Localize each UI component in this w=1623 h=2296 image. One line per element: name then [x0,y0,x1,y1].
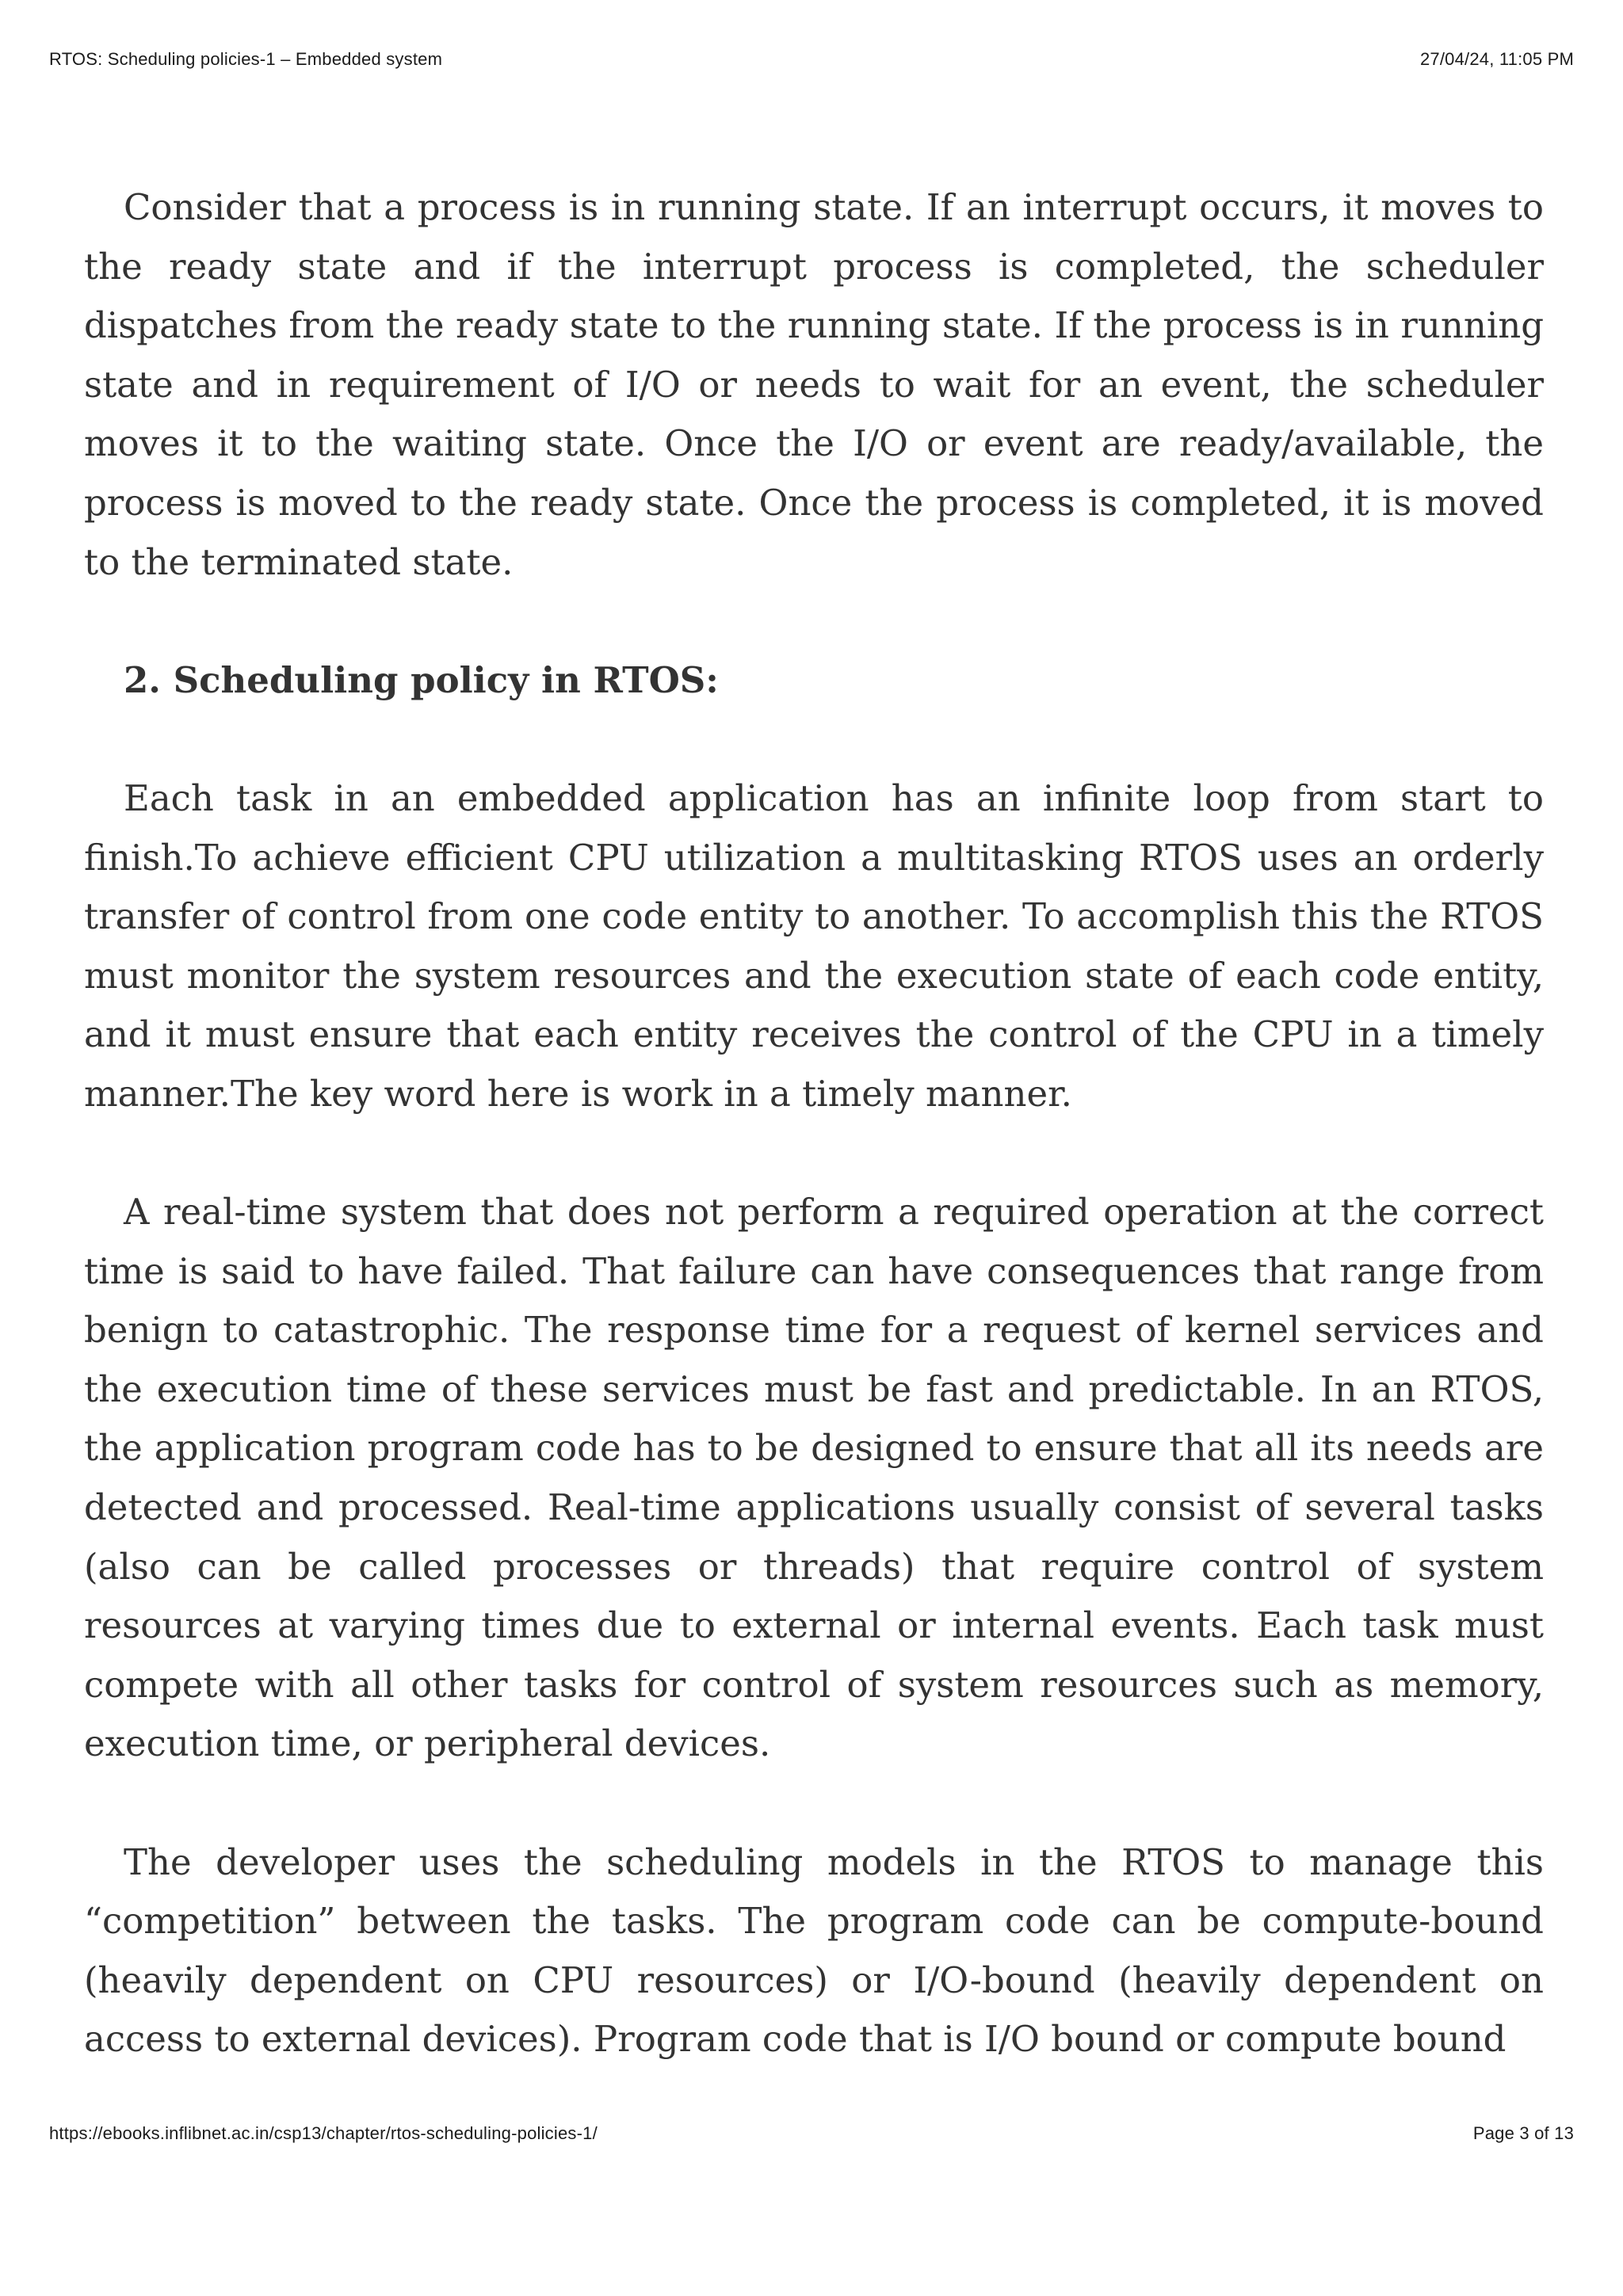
page-title: RTOS: Scheduling policies-1 – Embedded system [49,49,443,69]
paragraph-scheduling-policy: Each task in an embedded application has an infinite loop from start to finish.To achieve efficient CPU utilization a multitasking RTOS uses an orderly transfer of control from one code entity to another. To accomplish this the RTOS must monitor the system resources and the execution state of each code entity, and it must ensure that each entity receives the control of the CPU in a timely manner.The key word here is work in a timely manner. [84,776,1544,1115]
paragraph-process-states: Consider that a process is in running state. If an interrupt occurs, it moves to the ready state and if the interrupt process is completed, the scheduler dispatches from the ready state to the running state. If the process is in running state and in requirement of I/O or needs to wait for an event, the scheduler moves it to the waiting state. Once the I/O or event are ready/available, the process is moved to the ready state. Once the process is completed, it is moved to the terminated state. [84,186,1544,583]
print-datetime: 27/04/24, 11:05 PM [1420,49,1574,69]
page-number: Page 3 of 13 [1472,2123,1574,2143]
print-footer [49,2123,1574,2144]
article-body [84,178,1544,2129]
paragraph-real-time-system: A real-time system that does not perform a required operation at the correct time is said to have failed. That failure can have consequences that range from benign to catastrophic. The response time for a request of kernel services and the execution time of these services must be fast and predictable. In an RTOS, the application program code has to be designed to ensure that all its needs are detected and processed. Real-time applications usually consist of several tasks (also can be called processes or threads) that require control of system resources at varying times due to external or internal events. Each task must compete with all other tasks for control of system resources such as memory, execution time, or peripheral devices. [84,1191,1544,1765]
section-heading: 2. Scheduling policy in RTOS: [124,658,719,701]
paragraph-scheduling-models: The developer uses the scheduling models in the RTOS to manage this “competition” between the tasks. The program code can be compute-bound (heavily dependent on CPU resources) or I/O-bound (heavily dependent on access to external devices). Program code that is I/O bound or compute bound [84,1840,1544,2061]
page-url: https://ebooks.inflibnet.ac.in/csp13/chapter/rtos-scheduling-policies-1/ [49,2123,598,2143]
print-header [49,49,1574,70]
